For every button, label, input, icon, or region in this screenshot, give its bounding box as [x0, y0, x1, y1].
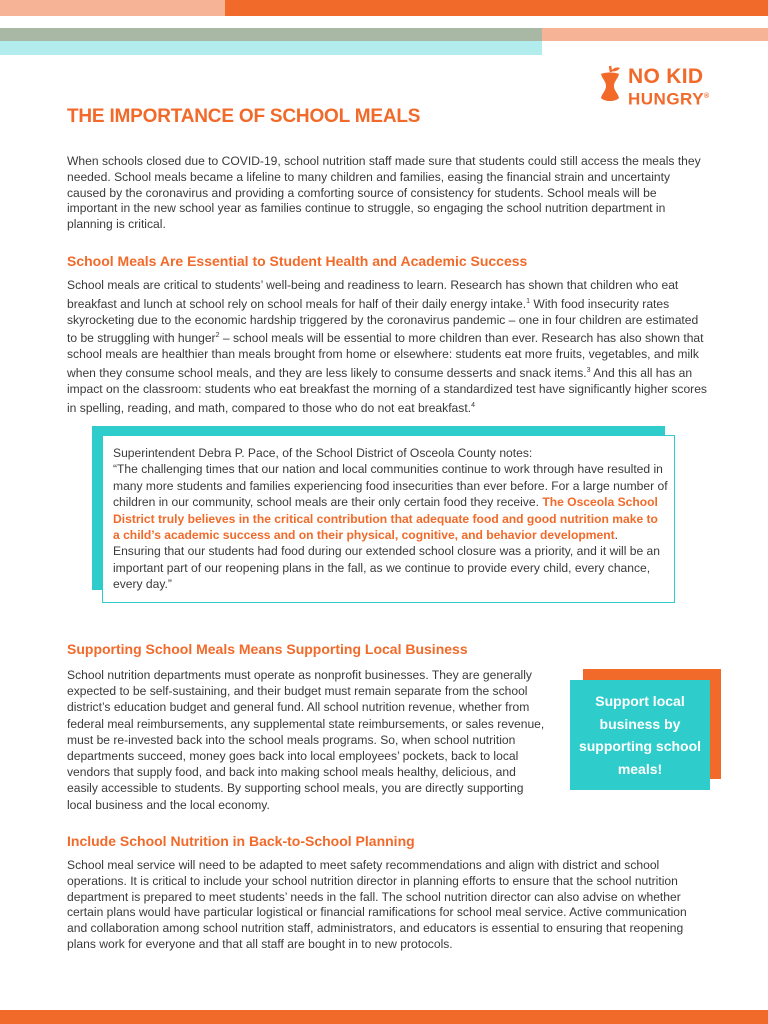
top-band-aqua	[0, 41, 542, 55]
health-text-1: School meals are critical to students’ well-being and readiness to learn. Research has shown that children who eat breakfast and lunch at school rely on school meals for half of their daily energy intake.	[67, 278, 679, 311]
quote-part-1: “The challenging times that our nation and local communities continue to work through have resulted in many more students and families experiencing food insecurities than ever before. For a large number of children in our community, school meals are their only certain food they receive.	[113, 462, 668, 510]
quote-text	[113, 445, 668, 593]
bottom-band-orange	[0, 1010, 768, 1024]
intro-paragraph: When schools closed due to COVID-19, school nutrition staff made sure that students could still access the meals they needed. School meals became a lifeline to many children and families, easing the financial strain and uncertainty caused by the coronavirus and providing a comforting source of consistency for students. School meals will be important in the new school year as families continue to struggle, so engaging the school nutrition department in planning is critical.	[67, 154, 701, 232]
health-text-4: And this all has an impact on the classroom: students who eat breakfast the morning of a standardized test have significantly higher scores in spelling, reading, and math, compared to those who do not eat breakfast.	[67, 366, 707, 415]
no-kid-hungry-logo	[596, 62, 726, 108]
apple-core-icon	[596, 64, 624, 104]
footnote-2: 2	[215, 332, 220, 340]
health-text-2: With food insecurity rates skyrocketing due to the economic hardship triggered by the coronavirus pandemic – one in four children are estimated to be struggling with hunger	[67, 296, 699, 346]
page-title: THE IMPORTANCE OF SCHOOL MEALS	[67, 106, 421, 127]
footnote-4: 4	[471, 401, 475, 409]
callout-text: Support local business by supporting school meals!	[578, 693, 702, 777]
footnote-3: 3	[586, 367, 591, 375]
top-band-orange	[225, 0, 768, 16]
quote-part-2: . Ensuring that our students had food during our extended school closure was a priority, and it will be an important part of our reopening plans in the fall, as we continue to provide every child, every chance, every day.”	[113, 528, 661, 592]
section-heading-local-business: Supporting School Meals Means Supporting Local Business	[67, 641, 468, 657]
top-band-sage	[0, 28, 542, 41]
logo-text-hungry	[628, 88, 710, 109]
section-body-local-business: School nutrition departments must operate as nonprofit businesses. They are generally expected to be self-sustaining, and their budget must remain separate from the school district’s education budget and general fund. All school nutrition revenue, whether from federal meal reimbursements, any supplemental state reimbursements, or sales revenue, must be re-invested back into the school meals programs. So, when school nutrition departments succeed, money goes back into local employees’ pockets, back to local vendors that supply food, and back into making school meals healthy, delicious, and easily accessible to students. By supporting school meals, you are directly supporting local business and the local economy.	[67, 668, 545, 812]
footnote-1: 1	[526, 297, 531, 305]
section-body-planning: School meal service will need to be adapted to meet safety recommendations and align with district and school operations. It is critical to include your school nutrition director in planning efforts to ensure that the school nutrition department is prepared to meet students’ needs in the fall. The school nutrition director can also advise on whether certain plans would have particular logistical or financial ramifications for school meal service. Active communication and collaboration among school nutrition staff, administrators, and educators is essential to ensuring that reopening plans work for everyone and that all staff are bought in to new protocols.	[67, 858, 687, 951]
logo-text-hungry-word: HUNGRY	[628, 89, 705, 109]
quote-highlight: The Osceola School District truly believes in the critical contribution that adequate food and good nutrition make to a child’s academic success and on their physical, cognitive, and behavior development	[113, 495, 658, 543]
section-heading-planning: Include School Nutrition in Back-to-School Planning	[67, 833, 415, 849]
section-heading-health: School Meals Are Essential to Student Health and Academic Success	[67, 253, 528, 269]
top-band-peach-right	[542, 28, 768, 41]
quote-attribution: Superintendent Debra P. Pace, of the School District of Osceola County notes:	[113, 446, 533, 460]
callout-box	[570, 680, 710, 790]
health-text-3: – school meals will be essential to more children than ever. Research has also shown that school meals are healthier than meals brought from home or elsewhere: students eat more fruits, vegetables, and milk when they consume school meals, and they are less likely to consume desserts and snack items.	[67, 331, 704, 381]
registered-mark: ®	[704, 93, 710, 100]
section-body-health	[67, 278, 709, 417]
logo-text-no-kid: NO KID	[628, 65, 704, 88]
